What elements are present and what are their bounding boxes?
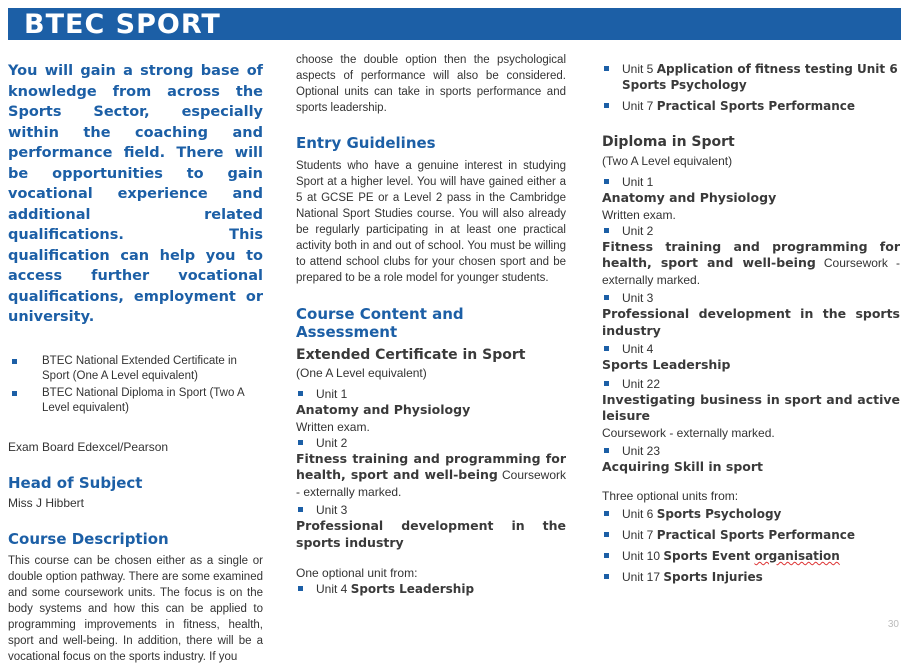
bullet-square-icon [604,295,609,300]
unit-name: Investigating business in sport and active leisure [602,391,900,423]
entry-guidelines-text: Students who have a genuine interest in studying Sport at a higher level. You will have gained either a 5 at GCSE PE or a Level 2 pass in the Cambridge National Sport Studies course. You will also already be regularly participating in at least one practical activity both in and out of school. You must be willing to attend school clubs for your chosen sport and be prepared to be a role model for younger students. [296,160,566,284]
unit-name: Anatomy and Physiology [296,402,471,417]
bullet-square-icon [12,391,17,396]
qualification-list [8,354,263,417]
course-content-heading: Course Content and Assessment [296,305,464,341]
page-title: BTEC SPORT [24,9,221,40]
bullet-square-icon [604,228,609,233]
optional-unit: Unit 17 Sports Injuries [602,569,900,585]
bullet-square-icon [604,66,609,71]
extended-certificate-heading: Extended Certificate in Sport [296,347,526,363]
unit-label: Unit 1 [296,386,566,402]
column-left [8,52,263,665]
unit-name: Acquiring Skill in sport [602,458,764,474]
unit-name: Professional development in the sports industry [296,518,566,550]
unit-name: Fitness training and programming for health, sport and well-being Coursework - externally marked. [602,238,900,287]
unit-label: Unit 3 [296,502,566,518]
bullet-square-icon [604,532,609,537]
unit-name: Anatomy and Physiology [602,190,777,205]
optional-unit: Unit 6 Sports Psychology [602,506,900,522]
unit-label: Unit 23 [602,443,900,459]
optional-unit: Unit 5 Application of fitness testing Unit 6 Sports Psychology [602,61,900,93]
intro-paragraph: You will gain a strong base of knowledge from across the Sports Sector, especially within the coaching and performance field. There will be opportunities to gain vocational experience and additional related qualifications. This qualification can help you to access further vocational qualifications, employment or university. [8,63,263,325]
course-description-text: This course can be chosen either as a single or double option pathway. There are some examined and some coursework units. The focus is on the body systems and how this can be applied to programming improvements in fitness, health, sport and well-being. In addition, there will be a vocational focus on the sports industry. If you [8,554,263,663]
unit-label: Unit 2 [602,223,900,239]
list-item: BTEC National Extended Certificate in Sport (One A Level equivalent) [8,354,263,385]
optional-unit: Unit 4 Sports Leadership [296,581,566,597]
unit-label: Unit 3 [602,290,900,306]
page-number: 30 [887,619,899,630]
bullet-square-icon [604,511,609,516]
unit-name: Fitness training and programming for health, sport and well-being Coursework - externally marked. [296,450,566,499]
bullet-square-icon [604,179,609,184]
three-optional-heading: Three optional units from: [602,489,739,503]
unit-note: Written exam. [296,419,370,434]
bullet-square-icon [604,346,609,351]
bullet-square-icon [604,448,609,453]
bullet-square-icon [298,507,303,512]
column-right [602,52,900,585]
bullet-square-icon [298,586,303,591]
course-description-heading: Course Description [8,529,169,548]
diploma-subtitle: (Two A Level equivalent) [602,154,733,168]
bullet-square-icon [12,359,17,364]
unit-note: Coursework - externally marked. [602,425,775,440]
bullet-square-icon [604,381,609,386]
head-of-subject-name: Miss J Hibbert [8,495,85,510]
optional-unit: Unit 10 Sports Event organisation [602,548,900,564]
unit-note: Written exam. [602,207,676,222]
optional-heading: One optional unit from: [296,566,418,580]
unit-label: Unit 4 [602,341,900,357]
optional-unit: Unit 7 Practical Sports Performance [602,98,900,114]
entry-guidelines-heading: Entry Guidelines [296,134,436,152]
title-banner [8,8,901,40]
diploma-heading: Diploma in Sport [602,134,735,150]
bullet-square-icon [604,574,609,579]
bullet-square-icon [298,391,303,396]
unit-name: Sports Leadership [602,357,731,372]
bullet-square-icon [298,440,303,445]
exam-board: Exam Board Edexcel/Pearson [8,439,169,454]
optional-unit: Unit 7 Practical Sports Performance [602,527,900,543]
unit-name: Professional development in the sports industry [602,306,900,338]
column-middle [296,52,566,597]
head-of-subject-heading: Head of Subject [8,473,143,492]
course-description-continued: choose the double option then the psychological aspects of performance will also be considered. Optional units can take in sports performance and sports leadership. [296,54,566,114]
unit-label: Unit 2 [296,435,566,451]
bullet-square-icon [604,103,609,108]
extended-certificate-subtitle: (One A Level equivalent) [296,366,427,380]
bullet-square-icon [604,553,609,558]
unit-label: Unit 22 [602,376,900,392]
unit-label: Unit 1 [602,174,900,190]
list-item: BTEC National Diploma in Sport (Two A Level equivalent) [8,386,263,417]
